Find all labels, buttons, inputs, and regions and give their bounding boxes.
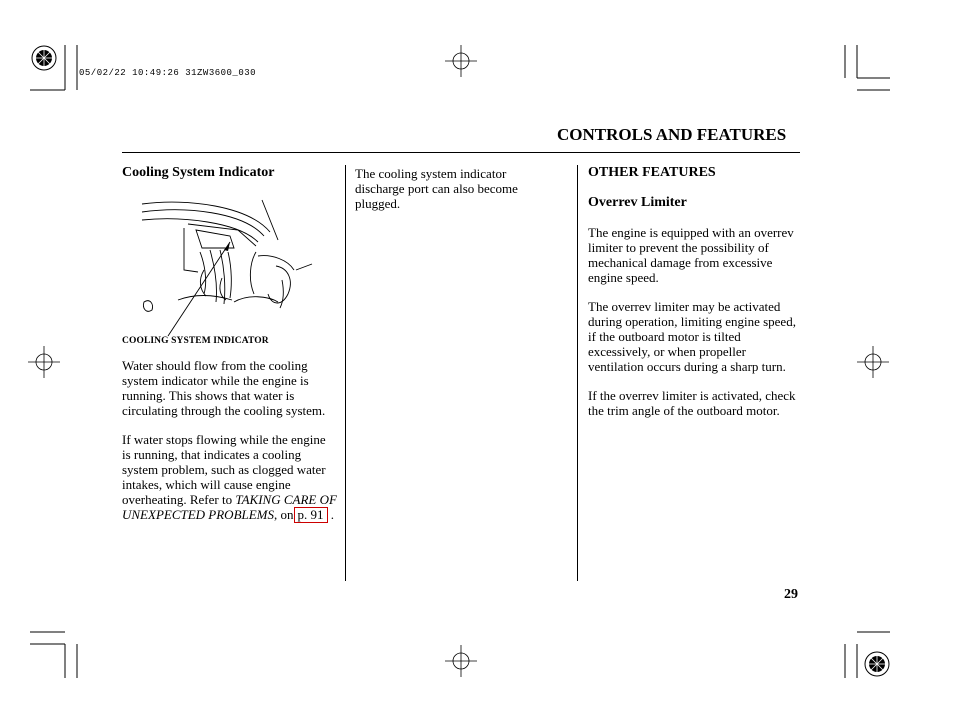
page-title: CONTROLS AND FEATURES (557, 125, 787, 144)
crosshair-icon (445, 645, 477, 677)
crosshair-icon (857, 346, 889, 378)
cooling-indicator-heading: Cooling System Indicator (122, 165, 275, 180)
sentence-end: . (330, 507, 335, 522)
cooling-indicator-text (122, 358, 337, 537)
other-features-heading: OTHER FEATURES (588, 165, 716, 180)
paragraph: If the overrev limiter is activated, check the trim angle of the outboard motor. (588, 388, 796, 418)
crosshair-icon (445, 45, 477, 77)
overrev-limiter-heading: Overrev Limiter (588, 195, 687, 210)
overrev-limiter-text (588, 225, 804, 432)
figure-caption: COOLING SYSTEM INDICATOR (122, 336, 269, 346)
reference-connector: , on (274, 507, 294, 522)
section-reference: TAKING CARE OF UNEXPECTED PROBLEMS (122, 492, 337, 522)
paragraph (122, 432, 337, 523)
paragraph: The overrev limiter may be activated during operation, limiting engine speed, if the outboard motor is tilted excessively, or when propeller ventilation occurs during a sharp turn. (588, 299, 796, 374)
page-number: 29 (784, 587, 798, 602)
registration-target-icon (32, 46, 56, 70)
registration-target-icon (865, 652, 889, 676)
column-divider (577, 165, 578, 581)
page-link[interactable]: p. 91 (294, 507, 328, 523)
crosshair-icon (28, 346, 60, 378)
paragraph-text: If water stops flowing while the engine is running, that indicates a cooling system problem, such as clogged water intakes, which will cause engine overheating. Refer to (122, 432, 326, 507)
paragraph: The engine is equipped with an overrev limiter to prevent the possibility of mechanical damage from excessive engine speed. (588, 225, 794, 285)
header-rule (122, 152, 800, 153)
column-divider (345, 165, 346, 581)
discharge-port-text: The cooling system indicator discharge port can also become plugged. (355, 166, 518, 211)
paragraph: Water should flow from the cooling system indicator while the engine is running. This shows that water is circulating through the cooling system. (122, 358, 326, 418)
print-stamp: 05/02/22 10:49:26 31ZW3600_030 (79, 68, 257, 78)
cooling-indicator-illustration (138, 190, 318, 340)
